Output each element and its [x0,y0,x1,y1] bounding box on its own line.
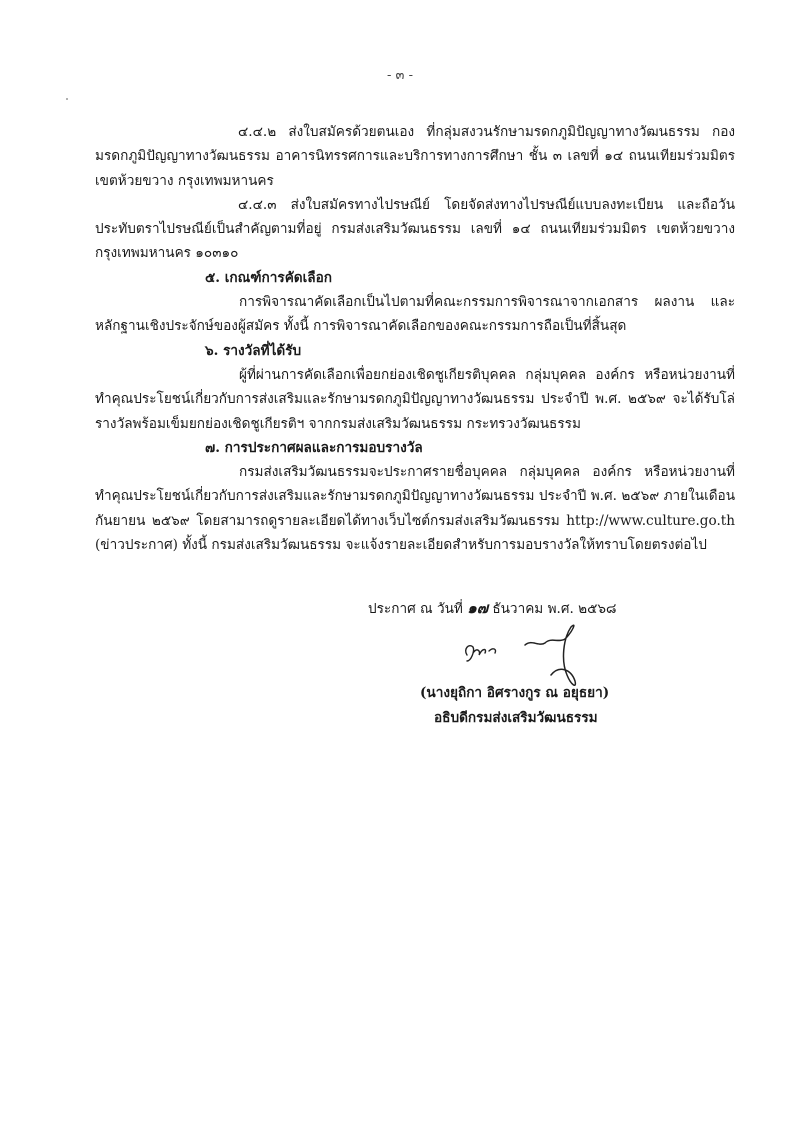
section-6-text: ผู้ที่ผ่านการคัดเลือกเพื่อยกย่องเชิดชูเกียรติบุคคล กลุ่มบุคคล องค์กร หรือหน่วยงานที่ทำคุณประโยชน์เกี่ยวกับการส่งเสริมและรักษามรดกภูมิปัญญาทางวัฒนธรรม ประจำปี พ.ศ. ๒๕๖๙ จะได้รับโล่รางวัลพร้อมเข็มยกย่องเชิดชูเกียรติฯ จากกรมส่งเสริมวัฒนธรรม กระทรวงวัฒนธรรม [95,366,735,432]
section-7-heading: ๗. การประกาศผลและการมอบรางวัล [205,439,423,456]
scan-speck [66,98,68,100]
section-7-text: กรมส่งเสริมวัฒนธรรมจะประกาศรายชื่อบุคคล กลุ่มบุคคล องค์กร หรือหน่วยงานที่ทำคุณประโยชน์เกี่ยวกับการส่งเสริมและรักษามรดกภูมิปัญญาทางวัฒนธรรม ประจำปี พ.ศ. ๒๕๖๙ ภายในเดือนกันยายน ๒๕๖๙ โดยสามารถดูรายละเอียดได้ทางเว็บไซต์กรมส่งเสริมวัฒนธรรม http://www.culture.go.th (ข่าวประกาศ) ทั้งนี้ กรมส่งเสริมวัฒนธรรม จะแจ้งรายละเอียดสำหรับการมอบรางวัลให้ทราบโดยตรงต่อไป [95,464,735,554]
announcement-month-year: ธันวาคม พ.ศ. ๒๕๖๘ [492,601,617,617]
paragraph-4-4-3: ๔.๔.๓ ส่งใบสมัครทางไปรษณีย์ โดยจัดส่งทางไปรษณีย์แบบลงทะเบียน และถือวันประทับตราไปรษณีย์เป็นสำคัญตามที่อยู่ กรมส่งเสริมวัฒนธรรม เลขที่ ๑๔ ถนนเทียมร่วมมิตร เขตห้วยขวาง กรุงเทพมหานคร ๑๐๓๑๐ [95,196,735,262]
paragraph-4-4-2: ๔.๔.๒ ส่งใบสมัครด้วยตนเอง ที่กลุ่มสงวนรักษามรดกภูมิปัญญาทางวัฒนธรรม กองมรดกภูมิปัญญาทางวัฒนธรรม อาคารนิทรรศการและบริการทางการศึกษา ชั้น ๓ เลขที่ ๑๔ ถนนเทียมร่วมมิตร เขตห้วยขวาง กรุงเทพมหานคร [95,124,735,189]
section-5-heading: ๕. เกณฑ์การคัดเลือก [205,269,332,286]
page-number: - ๓ - [387,68,413,83]
announcement-day: ๑๗ [467,599,489,617]
signatory-position: อธิบดีกรมส่งเสริมวัฒนธรรม [434,710,598,726]
section-5-text: การพิจารณาคัดเลือกเป็นไปตามที่คณะกรรมการพิจารณาจากเอกสาร ผลงาน และหลักฐานเชิงประจักษ์ของผู้สมัคร ทั้งนี้ การพิจารณาคัดเลือกของคณะกรรมการถือเป็นที่สิ้นสุด [95,294,735,335]
section-6-heading: ๖. รางวัลที่ได้รับ [205,342,302,359]
document-body [95,120,735,557]
announcement-prefix: ประกาศ ณ วันที่ [368,601,463,617]
signatory-name: (นางยุถิกา อิศรางกูร ณ อยุธยา) [420,685,610,701]
